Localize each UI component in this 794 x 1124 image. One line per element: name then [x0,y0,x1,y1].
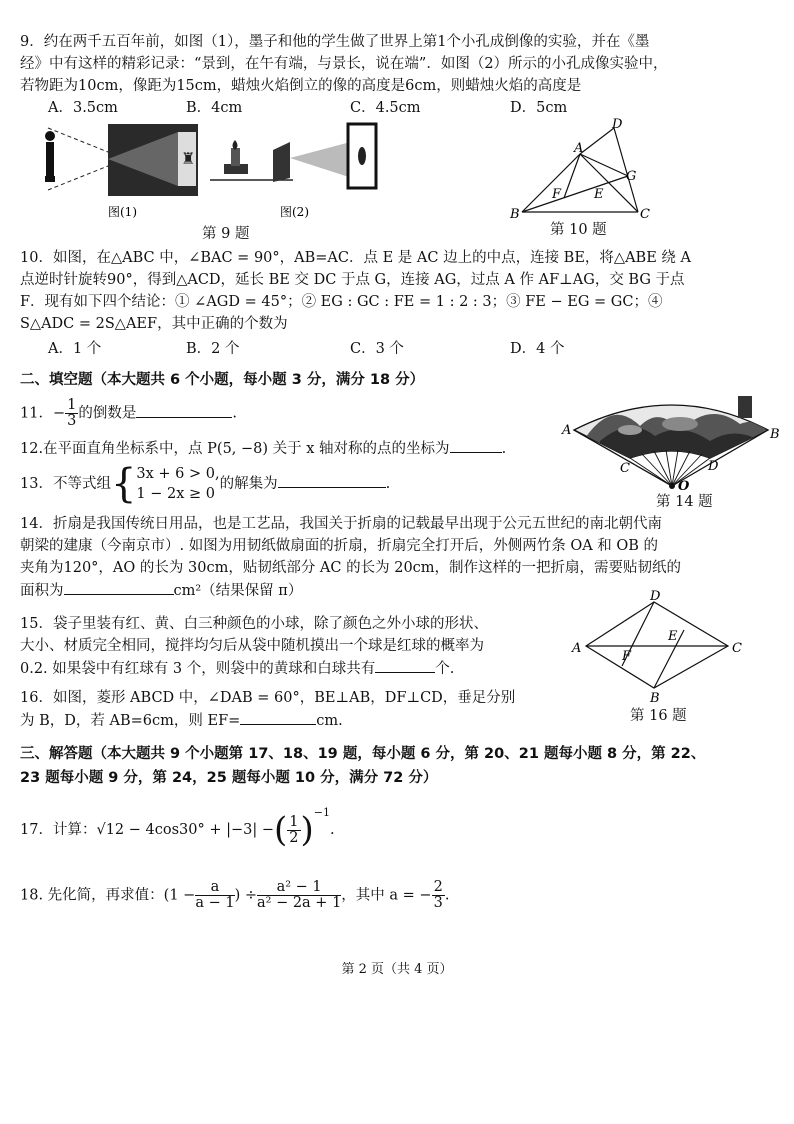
q10-option-d: D．4 个 [510,341,565,357]
q17: 17．计算：√12 − 4cos30° + |−3| −( $\frac{1}{2}$ )$^{-1}$. [20,806,335,850]
q18-f1-num: a [195,880,234,896]
q14-line3: 夹角为120°，AO 的长为 30cm，贴韧纸部分 AC 的长为 20cm，制作这样的一把折扇，需要贴韧纸的 [20,560,682,576]
fig10-label-g: G [626,169,637,184]
fig16-label-e: E [668,629,678,644]
q13-ineq1: 3x + 6 > 0, [136,466,220,482]
q15-answer-blank[interactable] [375,658,435,673]
q18-part1: (1 − [163,887,196,904]
fig16-label-a: A [572,641,582,656]
section3-line1: 三、解答题（本大题共 9 个小题第 17、18、19 题，每小题 6 分，第 20、21 题每小题 8 分，第 22、 [20,746,706,762]
q18 [20,880,449,911]
q9-line1: 9．约在两千五百年前，如图（1），墨子和他的学生做了世界上第1个小孔成倒像的实验，并在《墨 [20,34,650,50]
q12-answer-blank[interactable] [450,438,502,453]
fig14-ribs [630,450,710,486]
q15-line3 [20,658,454,679]
section3-line2: 23 题每小题 9 分，第 24，25 题每小题 10 分，满分 72 分） [20,770,438,786]
fig16-label-b: B [650,691,660,706]
fig10-label-a: A [574,141,584,156]
q11-end: . [232,405,237,422]
fig10-caption: 第 10 题 [550,222,607,238]
fig16-rhombus-abcd [586,602,728,688]
q18-f3-num: 2 [433,879,443,895]
q13 [20,461,391,507]
q11-sign: − [52,405,66,422]
q9-line2: 经》中有这样的精彩记录：“景到，在午有端，与景长，说在端”．如图（2）所示的小孔成像实验中， [20,56,668,72]
fig16-caption: 第 16 题 [630,708,687,724]
q14-line4 [20,580,302,601]
q17-frac-num: 1 [289,813,299,830]
fig9-label-2: 图(2) [280,205,309,219]
q18-part3: ，其中 a = − [341,887,432,904]
q17-prefix: 17．计算： [20,822,97,838]
fig16-label-c: C [732,641,742,656]
q15-line3b: 个. [435,661,455,677]
q15-line2: 大小、材质完全相同，搅拌均匀后从袋中随机摸出一个球是红球的概率为 [20,638,484,654]
q18-end: . [444,887,450,904]
fig9-ray-top [48,128,108,152]
q11-num: 11． [20,405,53,422]
q10-option-a: A．1 个 [48,341,102,357]
q11 [20,398,237,429]
fig9-caption: 第 9 题 [202,226,250,242]
q9-option-c: C．4.5cm [350,100,421,116]
fig9-person-silhouette [45,131,55,182]
fig10-segment-ad [580,128,614,154]
q14-answer-blank[interactable] [64,580,174,595]
q13-ineq2: 1 − 2x ≥ 0 [136,486,215,502]
q17-exponent: −1 [313,806,330,820]
q18-fraction3 [432,880,445,911]
q14-line1: 14．折扇是我国传统日用品，也是工艺品，我国关于折扇的记载最早出现于公元五世纪的南北朝代南 [20,516,662,532]
fig14-caption: 第 14 题 [656,494,713,510]
fig16-label-f: F [622,649,632,664]
q10-line4: S△ADC = 2S△AEF，其中正确的个数为 [20,316,288,332]
page-footer: 第 2 页（共 4 页） [341,962,453,977]
fig10-segment-ab [522,154,580,212]
fig16-label-d: D [650,589,661,604]
fig10-segment-bg [522,176,628,212]
q10-line3: F．现有如下四个结论：① ∠AGD = 45°；② EG : GC : FE = 1 : 2 : 3；③ FE − EG = GC；④ [20,294,663,310]
section2-title: 二、填空题（本大题共 6 个小题，每小题 3 分，满分 18 分） [20,372,425,388]
q17-expr: √12 − 4cos30° + |−3| − [96,822,275,838]
q18-f1-den: a − 1 [195,895,235,911]
fig9-pinhole-board [273,142,290,182]
q12-end: . [501,441,507,457]
q14-line4b: cm²（结果保留 π） [173,583,303,599]
fig14-label-d: D [708,459,719,474]
q11-fraction [65,398,78,429]
fig16-rhombus-diagram [566,588,746,706]
q16-line2 [20,710,343,731]
q17-fraction [287,815,300,846]
fig9-ray-bottom [48,166,108,190]
q16-line1: 16．如图，菱形 ABCD 中，∠DAB = 60°，BE⊥AB，DF⊥CD，垂足分别 [20,690,516,706]
fig10-segment-ag [580,154,628,176]
fig10-label-d: D [612,118,623,132]
q11-frac-den: 3 [67,413,77,429]
q9-line3: 若物距为10cm，像距为15cm，蜡烛火焰倒立的像的高度是6cm，则蜡烛火焰的高度是 [20,78,582,94]
q18-f2-num: a² − 1 [257,880,341,896]
q10-line2: 点逆时针旋转90°，得到△ACD，延长 BE 交 DC 于点 G，连接 AG，过点 A 作 AF⊥AG，交 BG 于点 [20,272,685,288]
q12 [20,438,506,459]
fig10-label-f: F [552,187,562,202]
fig9-inverted-image [358,147,366,165]
q13-end: . [385,476,391,492]
q10-option-b: B．2 个 [186,341,240,357]
q13-text: 的解集为 [219,476,278,492]
q16-answer-blank[interactable] [240,710,316,725]
q18-part2: ) ÷ [234,887,257,904]
q11-frac-num: 1 [67,397,77,413]
fig10-label-b: B [510,207,520,222]
q11-answer-blank[interactable] [136,403,232,418]
q18-prefix: 18. 先化简，再求值： [20,887,164,904]
q13-system [136,464,219,504]
q18-fraction2 [257,880,341,911]
q9-option-b: B．4cm [186,100,243,116]
q9-option-d: D．5cm [510,100,568,116]
q17-end: . [330,822,335,838]
q14-line2: 朝梁的建康（今南京市）. 如图为用韧纸做扇面的折扇，折扇完全打开后，外侧两竹条 OA 和 OB 的 [20,538,659,554]
fig14-stamp [738,396,752,418]
fig9-candle [231,148,240,166]
q18-f3-den: 3 [433,895,443,911]
q15-line1: 15．袋子里装有红、黄、白三种颜色的小球，除了颜色之外小球的形状、 [20,616,488,632]
q11-text: 的倒数是 [78,405,137,422]
fig10-label-c: C [640,207,650,222]
q15-line3a: 0.2. 如果袋中有红球有 3 个，则袋中的黄球和白球共有 [20,661,376,677]
fig14-label-b: B [770,427,780,442]
q16-line2a: 为 B，D，若 AB=6cm，则 EF= [20,713,241,729]
q9-option-a: A．3.5cm [48,100,118,116]
q18-f2-den: a² − 2a + 1 [257,895,342,911]
fig10-label-e: E [594,187,604,202]
fig9-pinhole-diagram [28,118,398,226]
fig14-label-c: C [620,461,630,476]
q16-line2b: cm. [316,713,343,729]
fig14-label-a: A [562,423,572,438]
q14-line4a: 面积为 [20,583,64,599]
q17-frac-den: 2 [289,829,299,846]
q10-option-c: C．3 个 [350,341,404,357]
fig14-label-o: O [678,479,690,490]
q13-num: 13．不等式组 [20,476,111,492]
q12-text: 12.在平面直角坐标系中，点 P(5, −8) 关于 x 轴对称的点的坐标为 [20,441,450,457]
svg-text:♜: ♜ [181,149,196,168]
fig9-label-1: 图(1) [108,205,137,219]
q13-brace: { [110,461,137,507]
q13-answer-blank[interactable] [278,473,386,488]
q10-line1: 10．如图，在△ABC 中，∠BAC = 90°，AB=AC．点 E 是 AC 边上的中点，连接 BE，将△ABE 绕 A [20,250,691,266]
fig10-triangle-diagram [508,118,658,222]
q18-fraction1 [195,880,234,911]
fig14-fan-diagram [560,386,784,490]
fig10-segment-af [564,154,580,198]
fig14-pivot-o [669,483,675,489]
